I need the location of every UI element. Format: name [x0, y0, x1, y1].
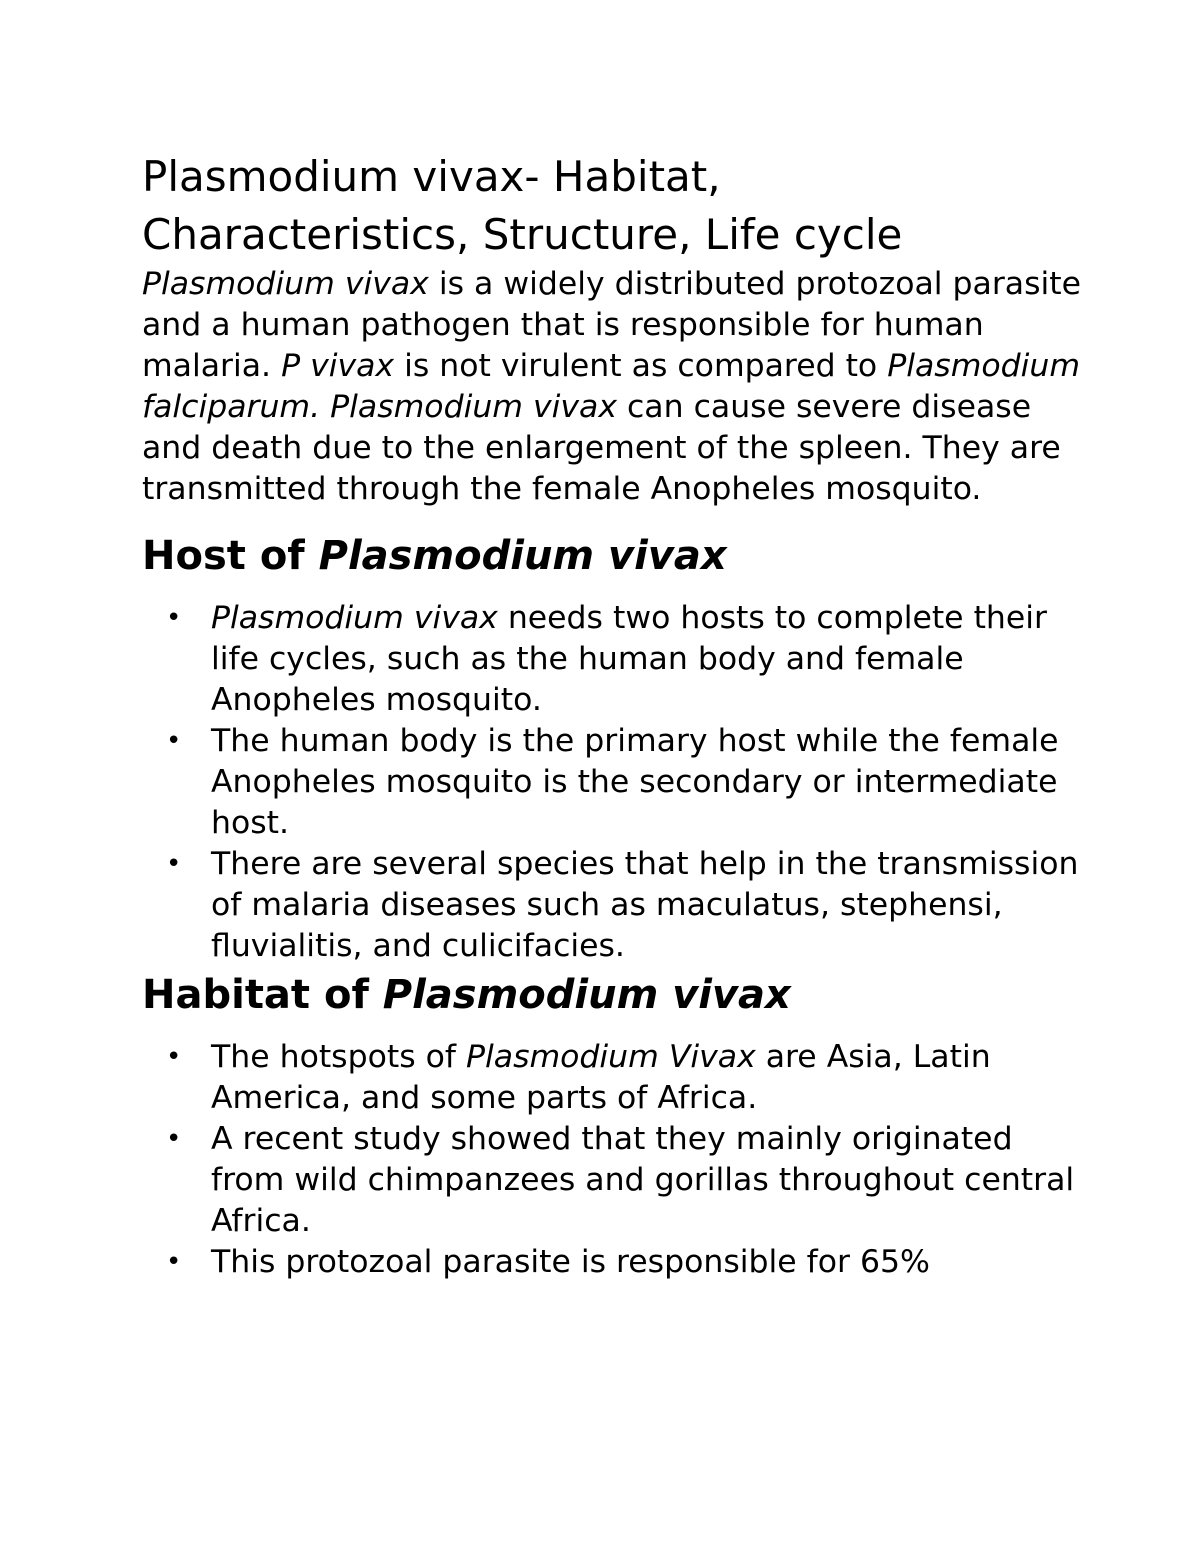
- list-item: [142, 844, 1082, 967]
- title-line-2: Characteristics, Structure, Life cycle: [142, 210, 903, 259]
- list-item: [142, 1119, 1082, 1242]
- habitat-section-heading: [142, 967, 1082, 1023]
- host-item-2-text: The human body is the primary host while the female Anopheles mosquito is the secondary or intermediate host.: [211, 723, 1059, 841]
- host-item-1-text: needs two hosts to complete their life cycles, such as the human body and female Anopheles mosquito.: [211, 600, 1047, 718]
- host-item-3-text: There are several species that help in the transmission of malaria diseases such as maculatus, stephensi, fluvialitis, and culicifacies.: [211, 846, 1079, 964]
- title-line-1: Plasmodium vivax- Habitat,: [142, 152, 721, 201]
- intro-italic-3: Plasmodium falciparum.: [142, 348, 1081, 425]
- list-item: [142, 1242, 1082, 1283]
- bullet-icon: •: [166, 1247, 182, 1277]
- document-title: [142, 148, 1082, 264]
- intro-paragraph: [142, 264, 1082, 510]
- host-heading-species: Plasmodium vivax: [318, 533, 727, 579]
- intro-text-3: [320, 389, 330, 425]
- bullet-icon: •: [166, 1124, 182, 1154]
- intro-italic-1: Plasmodium vivax: [142, 266, 429, 302]
- intro-text-2: is not virulent as compared to: [394, 348, 888, 384]
- bullet-icon: •: [166, 1042, 182, 1072]
- bullet-icon: •: [166, 726, 182, 756]
- habitat-item-2-text: A recent study showed that they mainly originated from wild chimpanzees and gorillas throughout central Africa.: [211, 1121, 1075, 1239]
- bullet-icon: •: [166, 849, 182, 879]
- habitat-item-1-post: are Asia, Latin America, and some parts of Africa.: [211, 1039, 991, 1116]
- habitat-item-1-pre: The hotspots of: [211, 1039, 467, 1075]
- bullet-icon: •: [166, 603, 182, 633]
- document-page: [142, 148, 1082, 1283]
- host-heading-prefix: Host of: [142, 533, 319, 579]
- habitat-bullet-list: [142, 1037, 1082, 1283]
- list-item: [142, 721, 1082, 844]
- intro-text-1: is a widely distributed protozoal parasite and a human pathogen that is responsible for human malaria.: [142, 266, 1081, 384]
- intro-text-4: can cause severe disease and death due to the enlargement of the spleen. They are transmitted through the female Anopheles mosquito.: [142, 389, 1061, 507]
- habitat-item-3-text: This protozoal parasite is responsible for 65%: [211, 1244, 930, 1280]
- intro-italic-2: P vivax: [281, 348, 395, 384]
- habitat-heading-species: Plasmodium vivax: [382, 972, 791, 1018]
- intro-italic-4: Plasmodium vivax: [330, 389, 617, 425]
- list-item: [142, 1037, 1082, 1119]
- host-bullet-list: [142, 598, 1082, 967]
- host-item-1-italic: Plasmodium vivax: [211, 600, 498, 636]
- habitat-item-1-italic: Plasmodium Vivax: [466, 1039, 756, 1075]
- host-section-heading: [142, 528, 1082, 584]
- habitat-heading-prefix: Habitat of: [142, 972, 383, 1018]
- list-item: [142, 598, 1082, 721]
